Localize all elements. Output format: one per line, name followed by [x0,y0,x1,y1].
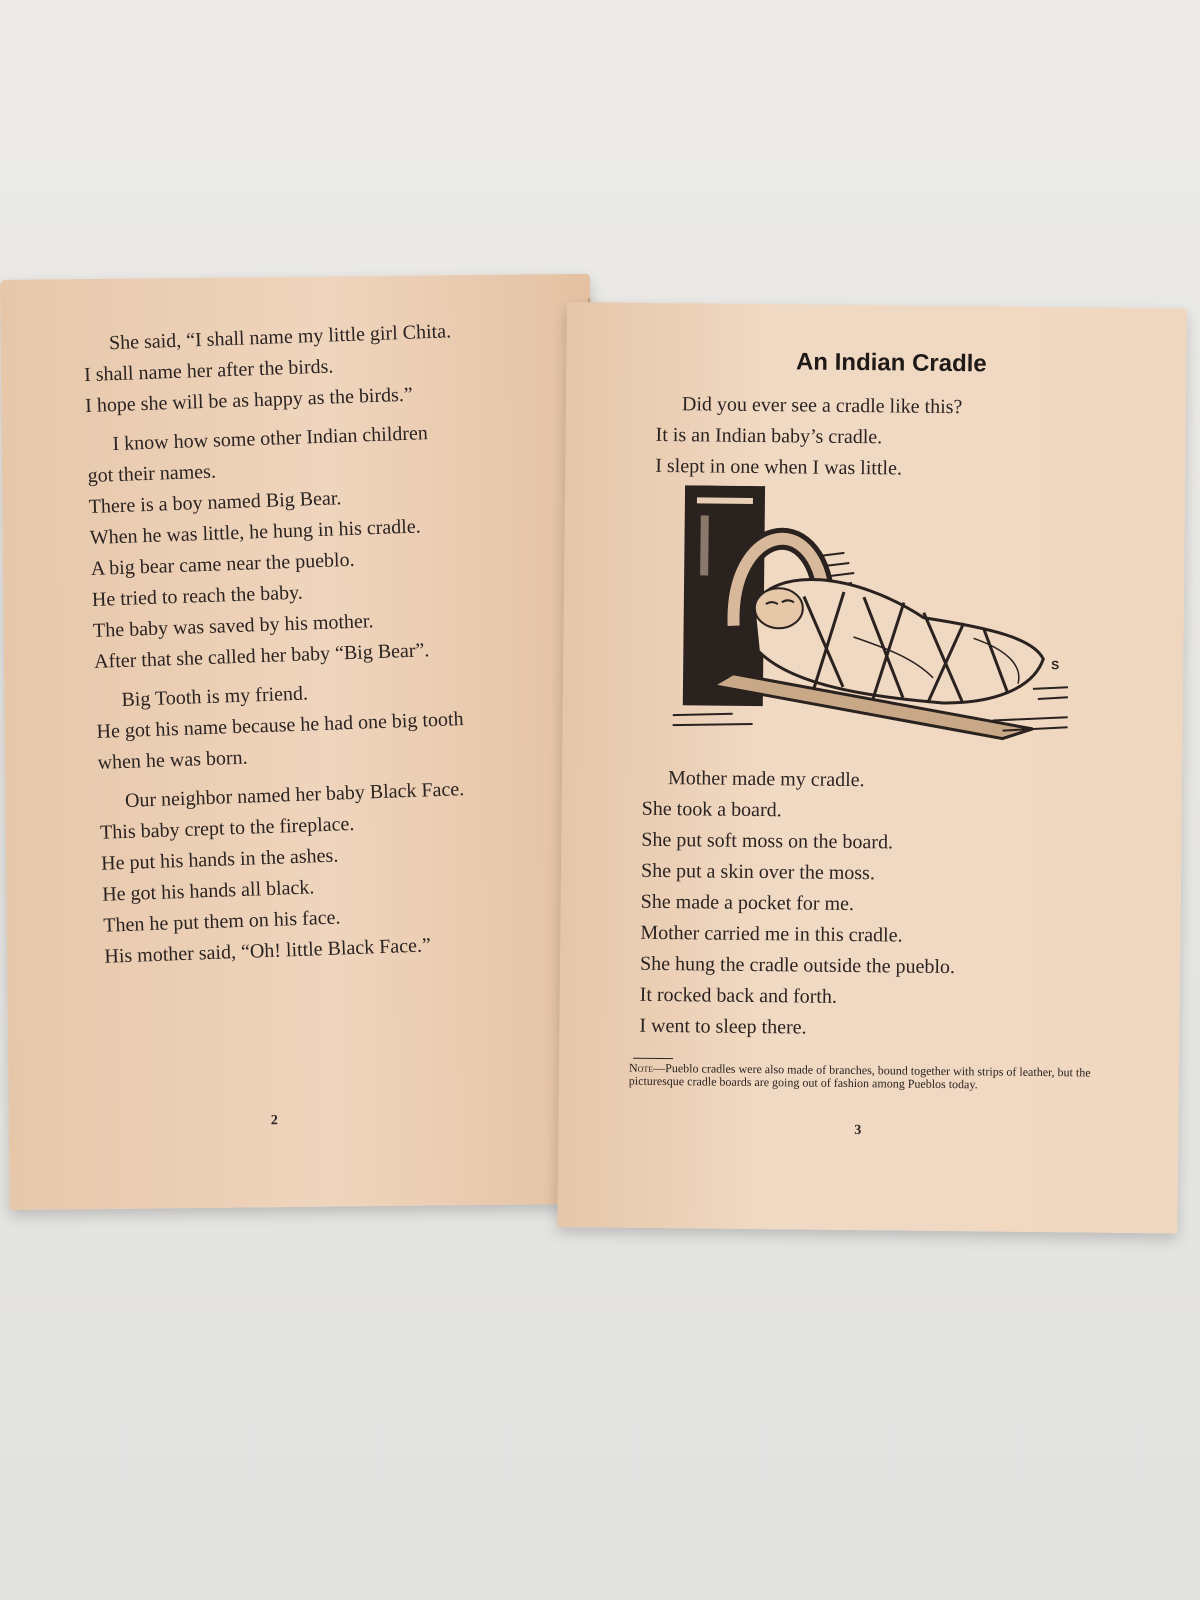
cradle-illustration [672,485,1075,754]
text-line: I went to sleep there. [639,1014,807,1039]
footnote-text: —Pueblo cradles were also made of branches, bound together with strips of leather, but the picturesque cradle boards are going out of fashion among Pueblos today. [628,1060,1091,1092]
text-line: I hope she will be as happy as the birds.” [84,383,414,418]
text-line: After that she called her baby “Big Bear”. [93,639,430,673]
page-number: 3 [854,1123,862,1139]
illustrator-signature: S [1051,658,1060,673]
text-line: Mother carried me in this cradle. [640,921,903,947]
text-line: When he was little, he hung in his cradle. [89,515,422,550]
text-line: He got his hands all black. [101,876,315,906]
text-line: She made a pocket for me. [640,890,855,916]
text-line: She said, “I shall name my little girl Chita. [108,320,452,355]
text-line: She took a board. [641,797,782,822]
text-line: She put soft moss on the board. [641,828,894,854]
text-line: His mother said, “Oh! little Black Face.” [104,934,432,968]
text-line: A big bear came near the pueblo. [90,548,355,580]
text-line: The baby was saved by his mother. [92,610,374,642]
page-number: 2 [270,1113,278,1129]
text-line: There is a boy named Big Bear. [88,487,342,519]
text-line: Mother made my cradle. [667,767,865,792]
chapter-title: An Indian Cradle [795,348,987,378]
intro-text [655,389,1156,487]
text-line: He put his hands in the ashes. [100,844,339,875]
text-line: Did you ever see a cradle like this? [681,393,963,419]
text-line: She hung the cradle outside the pueblo. [639,952,956,979]
text-line: It is an Indian baby’s cradle. [655,423,883,449]
text-line: It rocked back and forth. [639,983,837,1008]
footnote [629,1058,1119,1093]
right-page [557,302,1187,1233]
body-text [639,763,1162,1047]
text-line: when he was born. [97,746,248,774]
text-line: Our neighbor named her baby Black Face. [124,778,465,812]
text-line: I shall name her after the birds. [83,355,334,387]
text-line: I slept in one when I was little. [655,454,903,480]
footnote-rule [633,1058,673,1059]
text-line: This baby crept to the fireplace. [99,812,355,844]
text-line: She put a skin over the moss. [640,859,876,885]
footnote-label: Note [628,1060,654,1075]
text-line: got their names. [87,460,217,488]
text-line: I know how some other Indian children [112,422,429,456]
left-page-text [83,313,575,973]
text-line: He tried to reach the baby. [91,581,304,611]
text-line: Then he put them on his face. [102,906,341,937]
text-line: Big Tooth is my friend. [121,682,309,711]
text-line: He got his name because he had one big tooth [96,708,464,743]
left-page [0,274,600,1210]
